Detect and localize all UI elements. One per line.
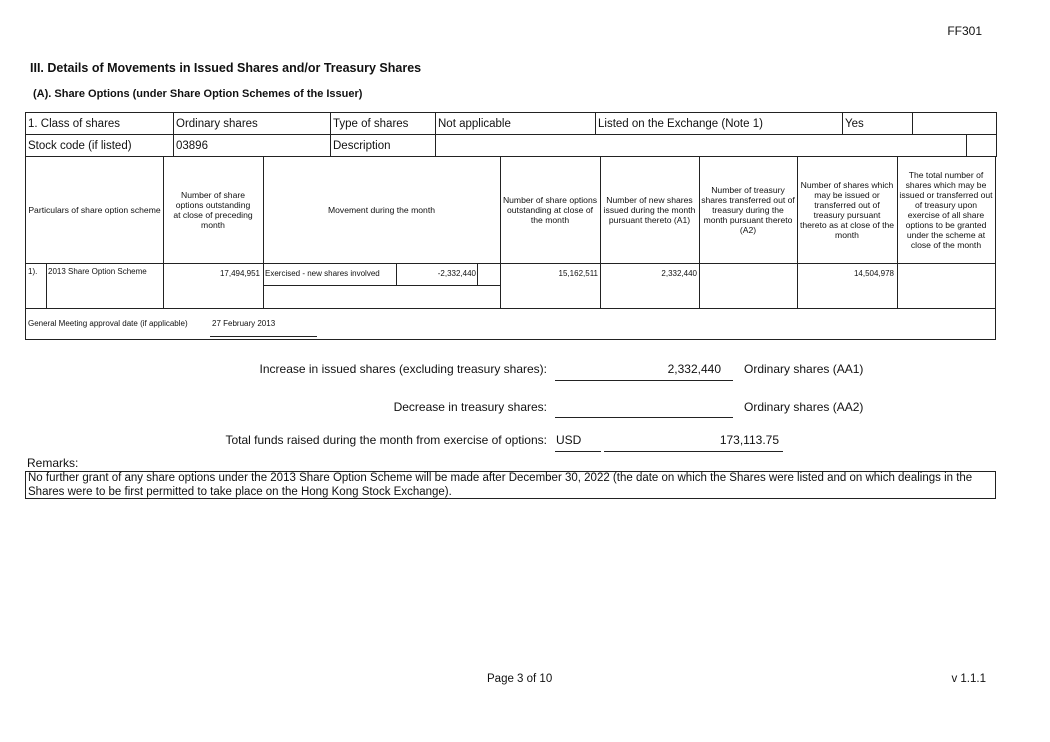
- increase-value: 2,332,440: [667, 362, 721, 376]
- section-title: III. Details of Movements in Issued Shares and/or Treasury Shares: [30, 61, 422, 75]
- approval-date: 27 February 2013: [212, 319, 276, 328]
- header-outstanding-preceding: Number of share options outstanding at close of preceding month: [173, 190, 253, 230]
- stock-code-label: Stock code (if listed): [26, 135, 174, 157]
- header-outstanding-close: Number of share options outstanding at close of the month: [502, 195, 598, 225]
- class-label: 1. Class of shares: [26, 113, 174, 135]
- decrease-unit: Ordinary shares (AA2): [744, 400, 864, 414]
- funds-currency: USD: [556, 433, 582, 447]
- column-divider: [46, 263, 47, 308]
- header-particulars: Particulars of share option scheme: [28, 205, 161, 215]
- scheme-movement-label: Exercised - new shares involved: [265, 269, 380, 278]
- remarks-label: Remarks:: [27, 456, 79, 470]
- increase-unit: Ordinary shares (AA1): [744, 362, 864, 376]
- version: v 1.1.1: [951, 673, 986, 685]
- increase-label: Increase in issued shares (excluding treasury shares):: [259, 362, 547, 376]
- form-code: FF301: [947, 24, 982, 38]
- scheme-name: 2013 Share Option Scheme: [48, 267, 147, 276]
- share-option-table: [25, 156, 996, 340]
- header-treasury-transferred: Number of treasury shares transferred out of treasury during the month pursuant thereto (A2): [701, 185, 795, 235]
- decrease-label: Decrease in treasury shares:: [393, 400, 547, 414]
- row-divider: [26, 308, 995, 309]
- row-divider: [26, 263, 995, 264]
- approval-label: General Meeting approval date (if applicable): [28, 319, 188, 328]
- decrease-underline: [555, 417, 733, 418]
- scheme-may-be-issued: 14,504,978: [853, 269, 894, 278]
- increase-underline: [555, 380, 733, 381]
- blank-cell: [913, 113, 997, 135]
- subsection-title: (A). Share Options (under Share Option Schemes of the Issuer): [33, 88, 363, 100]
- remarks-text: No further grant of any share options under the 2013 Share Option Scheme will be made after December 30, 2022 (the date on which the Shares were listed and on which dealings in the Shares were to be first permitted to take place on the Hong Kong Stock Exchange).: [25, 471, 996, 499]
- funds-label: Total funds raised during the month from exercise of options:: [225, 433, 547, 447]
- scheme-index: 1).: [28, 267, 38, 276]
- approval-underline: [210, 336, 317, 337]
- page-number: Page 3 of 10: [487, 673, 553, 685]
- listed-label: Listed on the Exchange (Note 1): [596, 113, 843, 135]
- description-value: [436, 135, 967, 157]
- funds-value: 173,113.75: [719, 433, 779, 447]
- currency-underline: [555, 451, 601, 452]
- stock-code-value: 03896: [174, 135, 331, 157]
- scheme-outstanding-close: 15,162,511: [558, 269, 598, 278]
- funds-underline: [604, 451, 783, 452]
- class-value: Ordinary shares: [174, 113, 331, 135]
- header-may-be-issued: Number of shares which may be issued or transferred out of treasury pursuant thereto as at close of the month: [799, 180, 895, 240]
- header-new-shares: Number of new shares issued during the month pursuant thereto (A1): [603, 195, 696, 225]
- class-of-shares-row: [25, 112, 997, 135]
- scheme-new-shares: 2,332,440: [661, 269, 697, 278]
- scheme-movement-value: -2,332,440: [437, 269, 476, 278]
- description-label: Description: [331, 135, 436, 157]
- type-value: Not applicable: [436, 113, 596, 135]
- type-label: Type of shares: [331, 113, 436, 135]
- header-movement: Movement during the month: [327, 205, 435, 215]
- header-total-grantable: The total number of shares which may be issued or transferred out of treasury upon exercise of all share options to be granted under the scheme at close of the month: [899, 170, 993, 250]
- listed-value: Yes: [843, 113, 913, 135]
- blank-cell: [967, 135, 997, 157]
- stock-code-row: [25, 134, 997, 157]
- scheme-outstanding-preceding: 17,494,951: [219, 269, 260, 278]
